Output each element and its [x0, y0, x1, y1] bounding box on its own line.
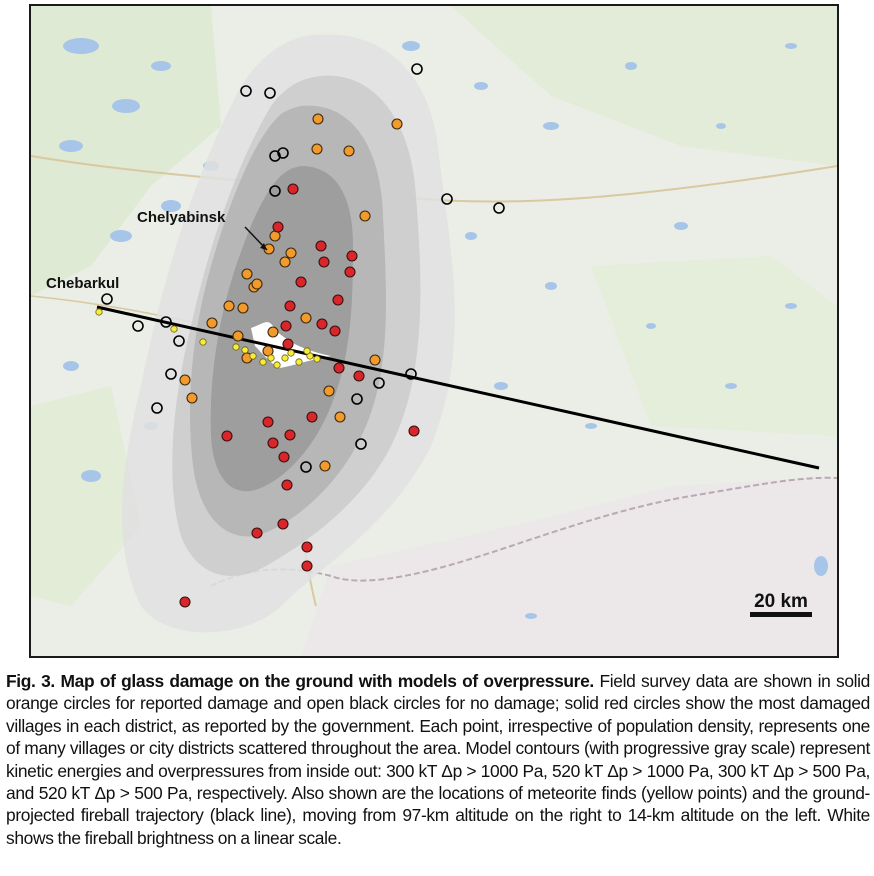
most-damaged-point [316, 241, 326, 251]
most-damaged-point [180, 597, 190, 607]
damage-reported-point [301, 313, 311, 323]
damage-reported-point [392, 119, 402, 129]
most-damaged-point [319, 257, 329, 267]
damage-map [31, 6, 837, 656]
damage-reported-point [320, 461, 330, 471]
damage-reported-point [268, 327, 278, 337]
damage-reported-point [242, 269, 252, 279]
meteorite-find-point [242, 347, 248, 353]
most-damaged-point [283, 339, 293, 349]
most-damaged-point [273, 222, 283, 232]
most-damaged-point [296, 277, 306, 287]
damage-reported-point [370, 355, 380, 365]
meteorite-find-point [274, 362, 280, 368]
city-label-chelyabinsk: Chelyabinsk [137, 209, 226, 226]
most-damaged-point [222, 431, 232, 441]
most-damaged-point [263, 417, 273, 427]
caption-title: Map of glass damage on the ground with models of overpressure. [60, 671, 594, 691]
most-damaged-point [354, 371, 364, 381]
figure-caption [6, 670, 870, 849]
damage-reported-point [233, 331, 243, 341]
most-damaged-point [268, 438, 278, 448]
scale-bar-line [750, 612, 812, 617]
most-damaged-point [282, 480, 292, 490]
most-damaged-point [409, 426, 419, 436]
scale-bar-label: 20 km [754, 591, 808, 612]
most-damaged-point [279, 452, 289, 462]
damage-reported-point [335, 412, 345, 422]
most-damaged-point [281, 321, 291, 331]
meteorite-find-point [268, 355, 274, 361]
map-panel [29, 4, 839, 658]
most-damaged-point [285, 301, 295, 311]
damage-reported-point [280, 257, 290, 267]
most-damaged-point [317, 319, 327, 329]
damage-reported-point [224, 301, 234, 311]
most-damaged-point [288, 184, 298, 194]
meteorite-find-point [314, 356, 320, 362]
meteorite-find-point [250, 353, 256, 359]
most-damaged-point [302, 561, 312, 571]
meteorite-find-point [296, 359, 302, 365]
damage-reported-point [312, 144, 322, 154]
most-damaged-point [347, 251, 357, 261]
damage-reported-point [360, 211, 370, 221]
damage-reported-point [238, 303, 248, 313]
most-damaged-point [285, 430, 295, 440]
meteorite-find-point [200, 339, 206, 345]
meteorite-find-point [260, 359, 266, 365]
city-label-chebarkul: Chebarkul [46, 275, 120, 292]
most-damaged-point [334, 363, 344, 373]
most-damaged-point [330, 326, 340, 336]
meteorite-find-point [304, 348, 310, 354]
damage-reported-point [344, 146, 354, 156]
damage-reported-point [180, 375, 190, 385]
caption-body: Field survey data are shown in solid orange circles for reported damage and open black circles for no damage; solid red circles show the most damaged villages in each district, as reported by the government. Each point, irrespective of population density, represents one of many villages or city districts scattered throughout the area. Model contours (with progressive gray scale) represent kinetic energies and overpressures from inside out: 300 kT Δp > 1000 Pa, 520 kT Δp > 1000 Pa, 300 kT Δp > 500 Pa, and 520 kT Δp > 500 Pa, respectively. Also shown are the locations of meteorite finds (yellow points) and the ground-projected fireball trajectory (black line), moving from 97-km altitude on the right to 14-km altitude on the left. White shows the fireball brightness on a linear scale. [6, 671, 871, 848]
meteorite-find-point [282, 355, 288, 361]
caption-figure-label: Fig. 3. [6, 671, 55, 691]
most-damaged-point [278, 519, 288, 529]
damage-reported-point [286, 248, 296, 258]
damage-reported-point [207, 318, 217, 328]
most-damaged-point [345, 267, 355, 277]
scale-bar [750, 591, 812, 617]
damage-reported-point [252, 279, 262, 289]
damage-reported-point [313, 114, 323, 124]
most-damaged-point [252, 528, 262, 538]
damage-reported-point [187, 393, 197, 403]
meteorite-find-point [288, 350, 294, 356]
meteorite-find-point [233, 344, 239, 350]
most-damaged-point [302, 542, 312, 552]
most-damaged-point [307, 412, 317, 422]
damage-reported-point [324, 386, 334, 396]
meteorite-find-point [96, 309, 102, 315]
most-damaged-point [333, 295, 343, 305]
meteorite-find-point [171, 326, 177, 332]
